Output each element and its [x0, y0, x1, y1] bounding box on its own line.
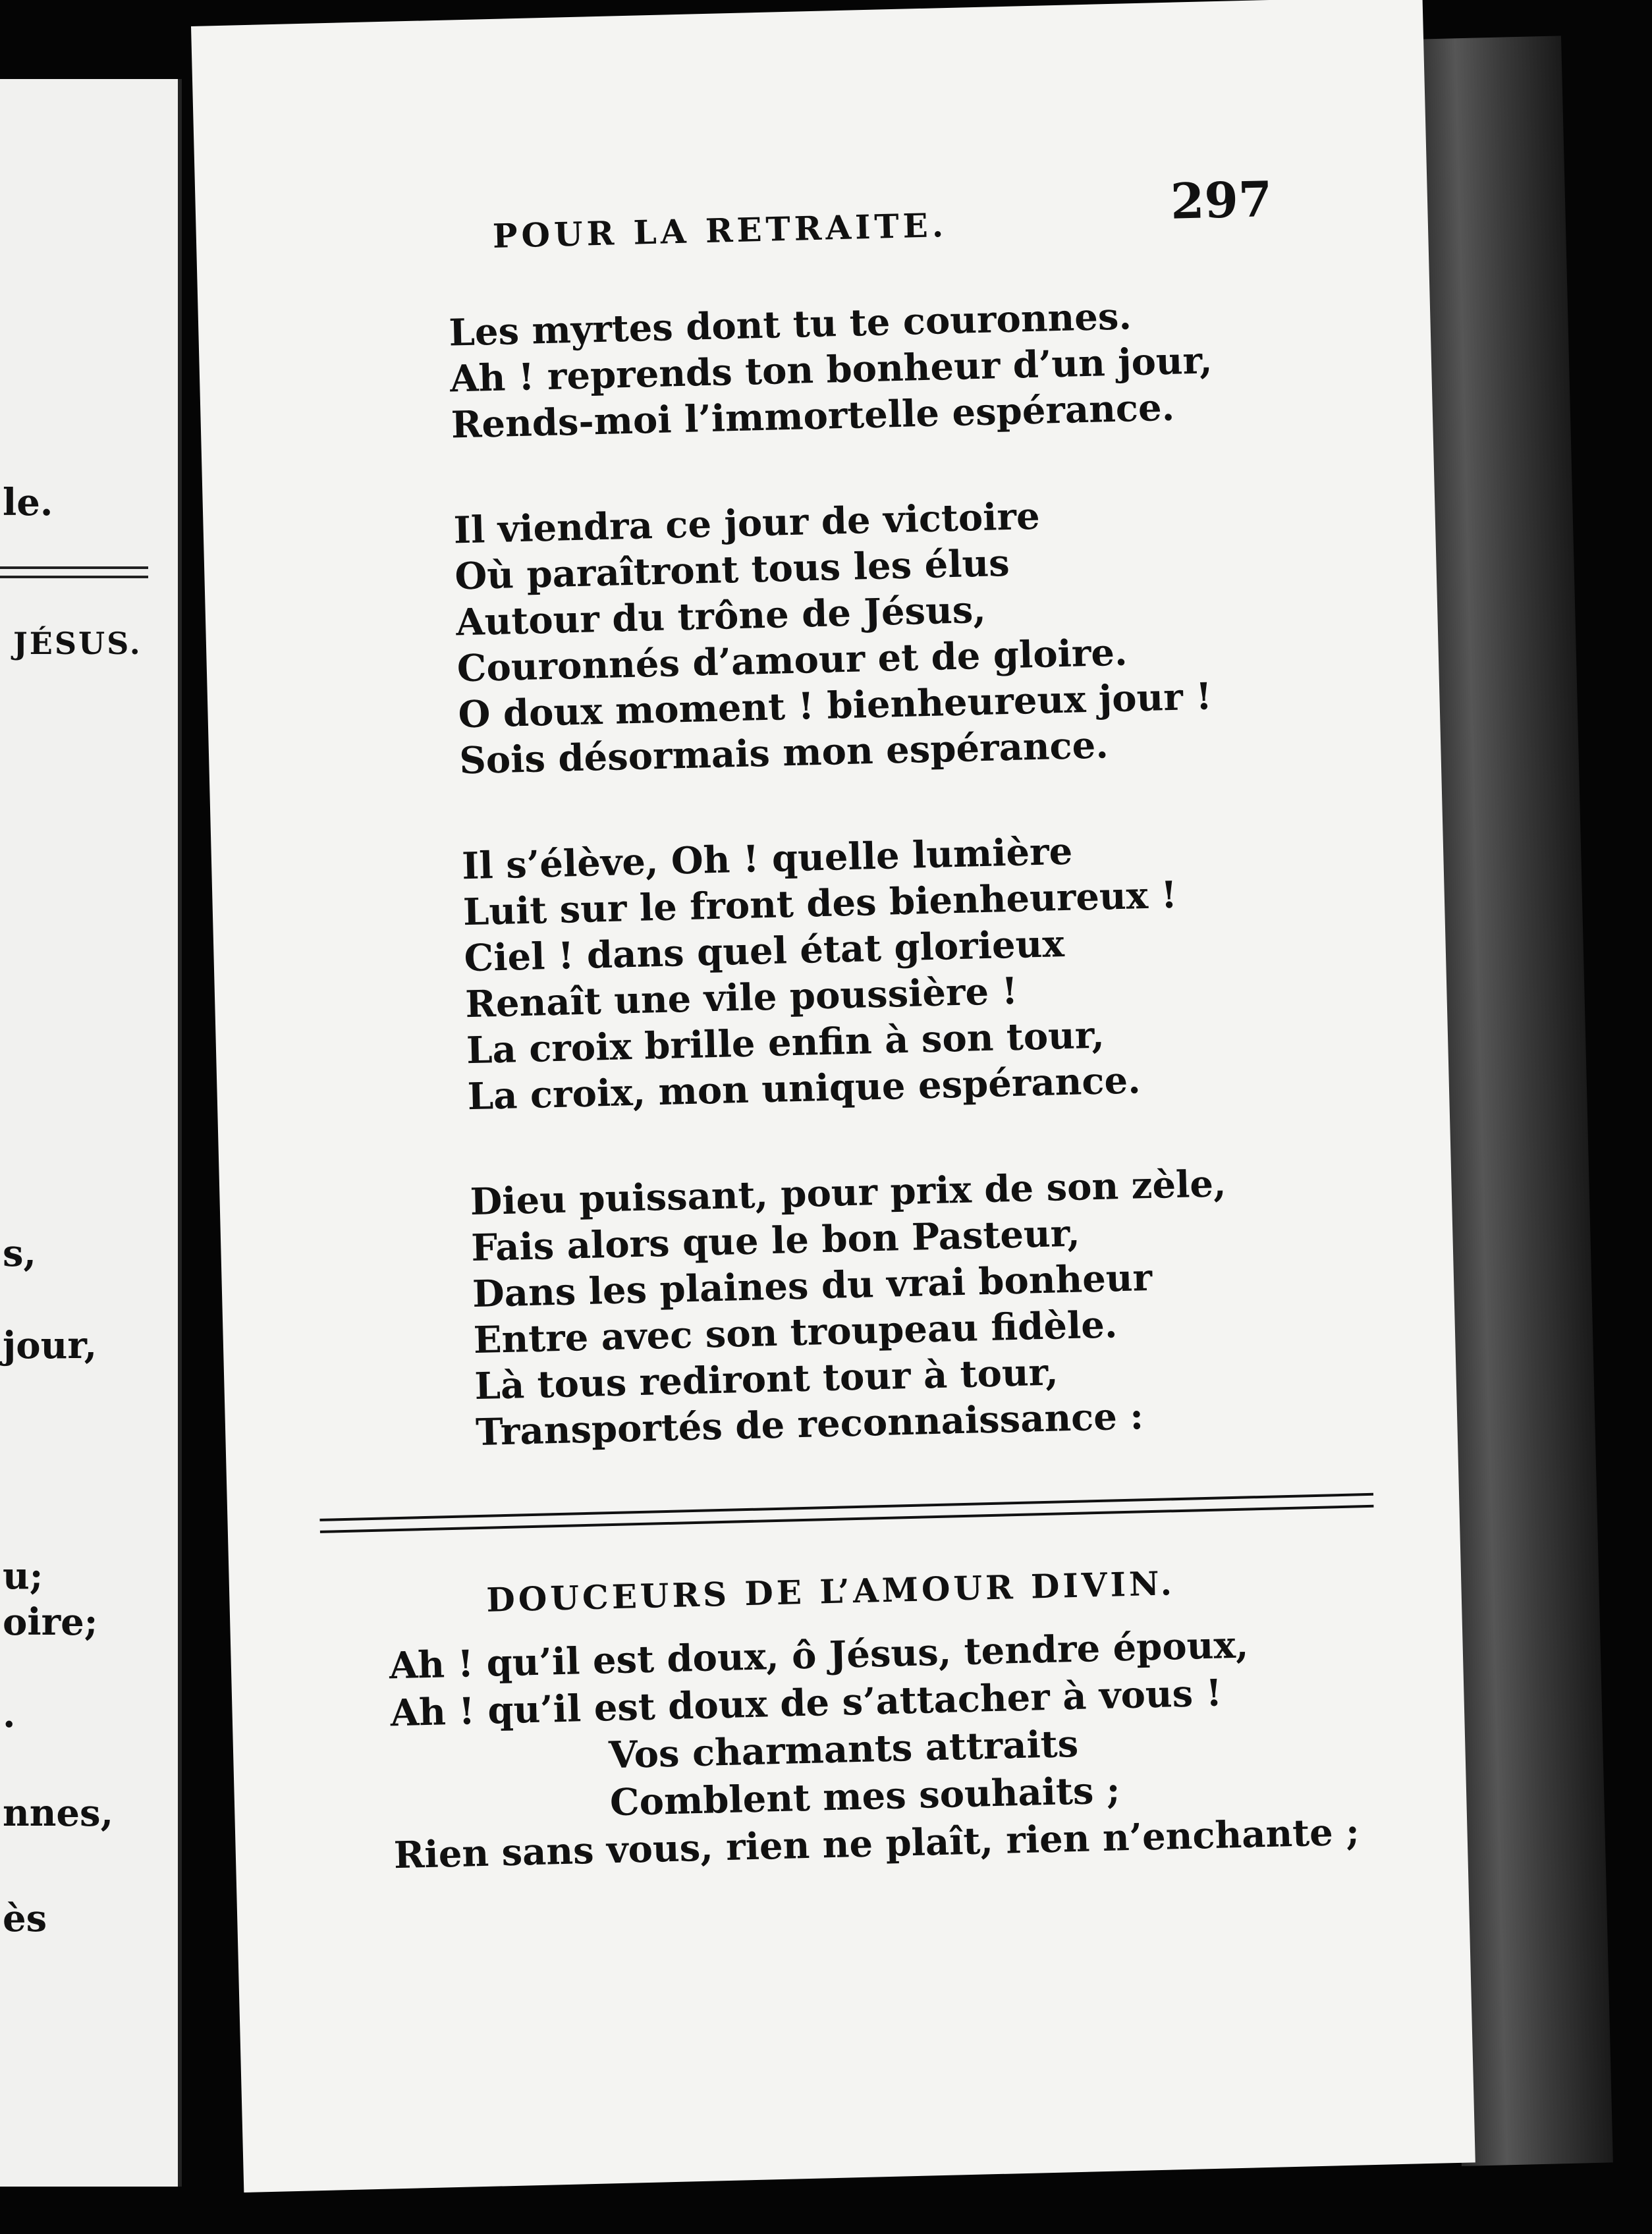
verse-line: Sois désormais mon espérance. [458, 723, 1109, 783]
left-fragment: JÉSUS. [13, 626, 142, 661]
verse-line: Ah ! qu’il est doux de s’attacher à vous ! [389, 1671, 1223, 1735]
verse-line: La croix brille enfin à son tour, [466, 1013, 1105, 1073]
refrain [389, 1619, 1360, 1880]
verse-line: Couronnés d’amour et de gloire. [456, 630, 1128, 691]
left-rule [0, 576, 148, 578]
left-page [0, 79, 182, 2187]
song-title: DOUCEURS DE L’AMOUR DIVIN. [485, 1564, 1176, 1620]
verse-line: Dans les plaines du vrai bonheur [472, 1255, 1153, 1317]
verse-line: La croix, mon unique espérance. [467, 1058, 1142, 1119]
verse-line: Autour du trône de Jésus, [455, 587, 987, 645]
stanza [461, 826, 1182, 1120]
verse-line: Transportés de reconnaissance : [475, 1394, 1144, 1455]
left-fragment: oire; [3, 1600, 98, 1644]
verse-line: Rien sans vous, rien ne plaît, rien n’enchante ; [393, 1810, 1360, 1878]
verse-line: Comblent mes souhaits ; [609, 1768, 1121, 1825]
verse-line: Rends-moi l’immortelle espérance. [451, 385, 1175, 447]
stanza [449, 291, 1214, 448]
page-number: 297 [1169, 171, 1273, 231]
left-rule [0, 566, 148, 569]
left-fragment: nnes, [3, 1791, 114, 1835]
verse-line: Ciel ! dans quel état glorieux [463, 922, 1065, 981]
verse-line: Entre avec son troupeau fidèle. [473, 1303, 1118, 1363]
left-fragment: jour, [3, 1324, 97, 1367]
running-header: POUR LA RETRAITE. [492, 205, 948, 256]
section-divider [319, 1493, 1373, 1533]
verse-line: Où paraîtront tous les élus [454, 541, 1010, 599]
verse-line: Ah ! qu’il est doux, ô Jésus, tendre époux, [389, 1623, 1250, 1688]
verse-line: Là tous rediront tour à tour, [474, 1350, 1059, 1409]
stanza [453, 489, 1213, 784]
stanza [470, 1160, 1232, 1456]
verse-line: Fais alors que le bon Pasteur, [470, 1211, 1081, 1270]
verse-line: Dieu puissant, pour prix de son zèle, [469, 1162, 1227, 1224]
verse-line: Renaît une vile poussière ! [464, 969, 1018, 1027]
verse-line: Ah ! reprends ton bonheur d’un jour, [449, 339, 1213, 401]
verse-line: Les myrtes dont tu te couronnes. [448, 294, 1132, 355]
right-page [191, 0, 1475, 2193]
verse-line: Il viendra ce jour de victoire [453, 494, 1041, 553]
left-fragment: . [3, 1693, 16, 1736]
verse-line: Il s’élève, Oh ! quelle lumière [461, 829, 1074, 888]
left-fragment: u; [3, 1554, 43, 1598]
left-fragment: ès [3, 1897, 47, 1940]
left-fragment: s, [3, 1232, 37, 1275]
verse-line: Luit sur le front des bienheureux ! [462, 873, 1178, 935]
left-fragment: le. [3, 481, 53, 524]
verse-line: O doux moment ! bienheureux jour ! [457, 674, 1213, 737]
verse-line: Vos charmants attraits [608, 1722, 1079, 1778]
